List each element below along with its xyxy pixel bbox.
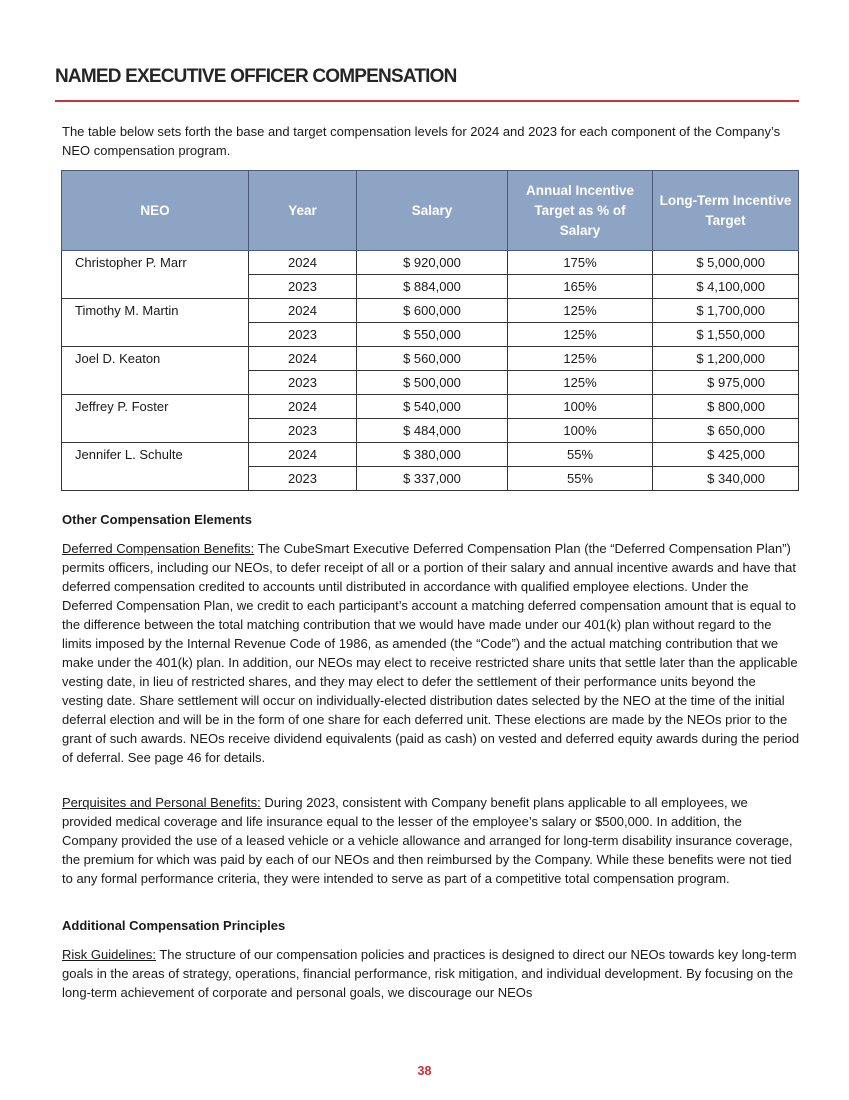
table-header-row — [62, 171, 799, 251]
header-neo: NEO — [62, 171, 249, 251]
cell-incentive: 125% — [508, 371, 653, 395]
risk-guidelines-text: The structure of our compensation policies and practices is designed to direct our NEOs towards key long-term goals in the areas of strategy, operations, financial performance, risk mitigation, and individual development. By focusing on the long-term achievement of corporate and personal goals, we discourage our NEOs — [62, 947, 797, 1000]
cell-salary: $ 380,000 — [357, 443, 508, 467]
header-lti: Long-Term Incentive Target — [653, 171, 799, 251]
cell-neo: Joel D. Keaton — [62, 347, 249, 371]
deferred-comp-paragraph — [62, 539, 800, 767]
header-year: Year — [249, 171, 357, 251]
cell-salary: $ 550,000 — [357, 323, 508, 347]
cell-neo: Timothy M. Martin — [62, 299, 249, 323]
header-salary: Salary — [357, 171, 508, 251]
cell-salary: $ 560,000 — [357, 347, 508, 371]
table-row — [62, 347, 799, 371]
cell-salary: $ 500,000 — [357, 371, 508, 395]
cell-lti: $ 975,000 — [653, 371, 799, 395]
table-row — [62, 419, 799, 443]
cell-year: 2023 — [249, 467, 357, 491]
table-row — [62, 275, 799, 299]
cell-incentive: 55% — [508, 443, 653, 467]
cell-incentive: 100% — [508, 395, 653, 419]
cell-incentive: 125% — [508, 323, 653, 347]
cell-incentive: 175% — [508, 251, 653, 275]
risk-guidelines-paragraph — [62, 945, 800, 1002]
perquisites-text: During 2023, consistent with Company benefit plans applicable to all employees, we provided medical coverage and life insurance equal to the lesser of the employee’s salary or $500,000. In addition, the Company provided the use of a leased vehicle or a vehicle allowance and arranged for long-term disability insurance coverage, the premium for which was paid by each of our NEOs and then reimbursed by the Company. While these benefits were not tied to any formal performance criteria, they were intended to serve as part of a competitive total compensation program. — [62, 795, 793, 886]
deferred-comp-text: The CubeSmart Executive Deferred Compensation Plan (the “Deferred Compensation Plan”) permits officers, including our NEOs, to defer receipt of all or a portion of their salary and annual incentive awards and have that deferred compensation credited to accounts until distributed in accordance with qualified employee elections. Under the Deferred Compensation Plan, we credit to each participant’s account a matching deferred compensation amount that is equal to the difference between the total matching contribution that we would have made under our 401(k) plan without regard to the limits imposed by the Internal Revenue Code of 1986, as amended (the “Code”) and the actual matching contribution that we make under the 401(k) plan. In addition, our NEOs may elect to receive restricted share units that settle later than the applicable vesting date, in lieu of restricted shares, and they may elect to defer the settlement of their performance units beyond the vesting date. Share settlement will occur on individually-elected distribution dates selected by the NEO at the time of the initial deferral election and will be in the form of one share for each deferred unit. These elections are made by the NEOs prior to the grant of such awards. NEOs receive dividend equivalents (paid as cash) on vested and deferred equity awards during the period of deferral. See page 46 for details. — [62, 541, 800, 765]
cell-incentive: 125% — [508, 347, 653, 371]
table-row — [62, 443, 799, 467]
cell-salary: $ 337,000 — [357, 467, 508, 491]
cell-incentive: 55% — [508, 467, 653, 491]
table-row — [62, 395, 799, 419]
cell-salary: $ 540,000 — [357, 395, 508, 419]
heading-rule — [55, 100, 799, 102]
compensation-table — [61, 170, 799, 491]
cell-year: 2024 — [249, 251, 357, 275]
risk-guidelines-label: Risk Guidelines: — [62, 947, 156, 962]
cell-lti: $ 650,000 — [653, 419, 799, 443]
cell-incentive: 125% — [508, 299, 653, 323]
table-row — [62, 323, 799, 347]
cell-salary: $ 884,000 — [357, 275, 508, 299]
cell-lti: $ 340,000 — [653, 467, 799, 491]
cell-lti: $ 425,000 — [653, 443, 799, 467]
page-number: 38 — [417, 1064, 432, 1078]
cell-incentive: 165% — [508, 275, 653, 299]
table-row — [62, 251, 799, 275]
table-row — [62, 299, 799, 323]
cell-salary: $ 600,000 — [357, 299, 508, 323]
cell-lti: $ 1,700,000 — [653, 299, 799, 323]
cell-year: 2024 — [249, 395, 357, 419]
cell-lti: $ 1,550,000 — [653, 323, 799, 347]
cell-incentive: 100% — [508, 419, 653, 443]
cell-lti: $ 800,000 — [653, 395, 799, 419]
header-incentive: Annual Incentive Target as % of Salary — [508, 171, 653, 251]
perquisites-label: Perquisites and Personal Benefits: — [62, 795, 261, 810]
deferred-comp-label: Deferred Compensation Benefits: — [62, 541, 255, 556]
cell-year: 2023 — [249, 275, 357, 299]
cell-neo: Christopher P. Marr — [62, 251, 249, 275]
other-elements-heading: Other Compensation Elements — [62, 512, 252, 527]
perquisites-paragraph — [62, 793, 800, 888]
cell-year: 2023 — [249, 371, 357, 395]
cell-year: 2024 — [249, 299, 357, 323]
cell-year: 2024 — [249, 347, 357, 371]
cell-neo — [62, 467, 249, 491]
cell-year: 2023 — [249, 419, 357, 443]
cell-lti: $ 1,200,000 — [653, 347, 799, 371]
cell-neo: Jeffrey P. Foster — [62, 395, 249, 419]
intro-paragraph: The table below sets forth the base and target compensation levels for 2024 and 2023 for each component of the Company’s NEO compensation program. — [62, 124, 781, 158]
cell-year: 2024 — [249, 443, 357, 467]
table-row — [62, 467, 799, 491]
cell-lti: $ 4,100,000 — [653, 275, 799, 299]
cell-neo — [62, 419, 249, 443]
cell-neo — [62, 323, 249, 347]
cell-neo — [62, 371, 249, 395]
cell-lti: $ 5,000,000 — [653, 251, 799, 275]
cell-salary: $ 484,000 — [357, 419, 508, 443]
cell-neo: Jennifer L. Schulte — [62, 443, 249, 467]
cell-year: 2023 — [249, 323, 357, 347]
cell-neo — [62, 275, 249, 299]
section-heading: NAMED EXECUTIVE OFFICER COMPENSATION — [55, 66, 457, 87]
additional-principles-heading: Additional Compensation Principles — [62, 918, 286, 933]
table-row — [62, 371, 799, 395]
cell-salary: $ 920,000 — [357, 251, 508, 275]
